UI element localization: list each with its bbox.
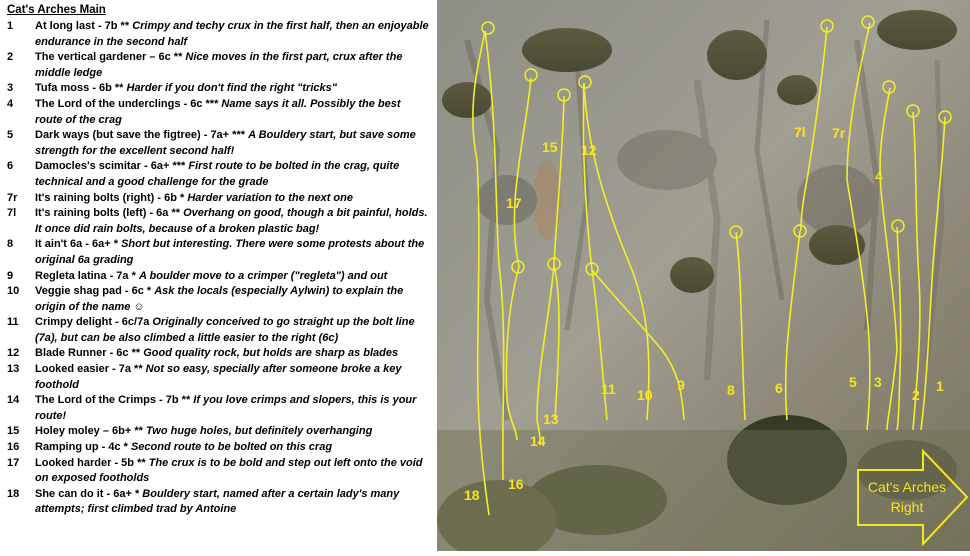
route-item [7, 456, 430, 487]
route-name: Blade Runner - 6c ** [35, 347, 141, 360]
route-text [35, 237, 430, 268]
route-number: 7l [7, 207, 17, 220]
route-description: Short but interesting. There were some protests about the original 6a grading [35, 238, 425, 266]
route-item [7, 128, 430, 159]
route-number: 3 [7, 82, 14, 95]
route-text [35, 315, 430, 346]
route-label-13: 13 [543, 411, 559, 427]
route-label-15: 15 [542, 139, 558, 155]
route-name: Damocles's scimitar - 6a+ *** [35, 160, 186, 173]
route-description: Name says it all. Possibly the best route of the crag [35, 97, 401, 126]
route-text [35, 393, 430, 424]
route-name: Veggie shag pad - 6c * [35, 285, 152, 298]
route-text [35, 456, 430, 487]
route-label-3: 3 [874, 374, 882, 390]
route-text [35, 284, 430, 315]
route-text [35, 440, 430, 456]
route-name: It ain't 6a - 6a+ * [35, 238, 119, 251]
route-name: Dark ways (but save the figtree) - 7a+ *** [35, 129, 245, 142]
route-label-6: 6 [775, 380, 783, 396]
route-name: She can do it - 6a+ * [35, 487, 140, 500]
route-label-7l: 7l [794, 124, 806, 140]
route-text [35, 362, 430, 393]
route-number: 8 [7, 238, 14, 251]
route-text [35, 128, 430, 159]
route-item [7, 206, 430, 237]
page-title: Cat's Arches Main [7, 4, 106, 16]
route-item [7, 440, 430, 456]
route-number: 10 [7, 285, 20, 298]
route-name: Crimpy delight - 6c/7a [35, 316, 150, 329]
route-text [35, 97, 430, 128]
route-text [35, 346, 430, 362]
route-description: A Bouldery start, but save some strength for the excellent second half! [35, 129, 416, 157]
route-item [7, 393, 430, 424]
route-text [35, 19, 430, 50]
route-item [7, 237, 430, 268]
route-item [7, 315, 430, 346]
route-label-16: 16 [508, 476, 524, 492]
route-description: Two huge holes, but definitely overhanging [145, 425, 373, 438]
route-description: Good quality rock, but holds are sharp as blades [143, 347, 399, 360]
route-description: Not so easy, specially after someone broke a key foothold [35, 363, 402, 391]
crag-topo-svg [437, 0, 970, 551]
route-description: Bouldery start, named after a certain lady's many attempts; first climbed trad by Antoine [35, 487, 400, 516]
route-name: Ramping up - 4c * [35, 441, 128, 454]
arrow-label-line2: Right [890, 499, 924, 515]
route-label-14: 14 [530, 433, 546, 449]
route-label-8: 8 [727, 382, 735, 398]
route-description: Overhang on good, though a bit painful, holds. It once did rain bolts, because of a broken plastic bag! [35, 207, 428, 235]
route-label-11: 11 [601, 381, 616, 397]
route-name: Tufa moss - 6b ** [35, 82, 124, 95]
route-description: First route to be bolted in the crag, quite technical and a good challenge for the grade [35, 160, 400, 188]
route-name: It's raining bolts (right) - 6b * [35, 191, 185, 204]
route-label-12: 12 [581, 142, 597, 158]
route-label-5: 5 [849, 374, 857, 390]
route-item [7, 487, 430, 518]
route-number: 9 [7, 269, 14, 282]
route-description: If you love crimps and slopers, this is your route! [35, 394, 417, 422]
route-item [7, 50, 430, 81]
route-text [35, 191, 430, 207]
route-description: Originally conceived to go straight up the bolt line (7a), but can be also climbed a little easier to the right (6c) [35, 316, 415, 344]
route-text [35, 81, 430, 97]
route-item [7, 191, 430, 207]
route-number: 4 [7, 97, 14, 110]
route-number: 14 [7, 394, 20, 407]
route-number: 16 [7, 441, 20, 454]
route-description: Harder if you don't find the right "tricks" [126, 82, 337, 95]
route-name: The Lord of the Crimps - 7b ** [35, 394, 191, 407]
route-number: 12 [7, 347, 20, 360]
route-label-18: 18 [464, 487, 480, 503]
route-description: Second route to be bolted on this crag [130, 441, 333, 454]
route-name: The Lord of the underclings - 6c *** [35, 97, 219, 110]
route-label-2: 2 [912, 387, 920, 403]
route-text [35, 159, 430, 190]
route-label-4: 4 [875, 168, 883, 184]
route-name: Regleta latina - 7a * [35, 269, 136, 282]
route-item [7, 362, 430, 393]
route-label-10: 10 [637, 387, 653, 403]
route-item [7, 424, 430, 440]
route-text [35, 424, 430, 440]
route-item [7, 269, 430, 285]
route-item [7, 81, 430, 97]
route-name: Looked harder - 5b ** [35, 456, 146, 469]
route-description: The crux is to be bold and step out left onto the void on exposed footholds [35, 456, 423, 485]
route-description: Nice moves in the first part, crux after the middle ledge [35, 51, 403, 79]
route-description: Crimpy and techy crux in the first half, then an enjoyable endurance in the second half [35, 20, 429, 48]
crag-photo [437, 0, 970, 551]
route-list [7, 19, 430, 518]
route-item [7, 97, 430, 128]
route-number: 15 [7, 425, 20, 438]
route-item [7, 284, 430, 315]
route-number: 17 [7, 456, 20, 469]
route-number: 13 [7, 363, 20, 376]
route-label-17: 17 [506, 195, 522, 211]
route-number: 1 [7, 20, 14, 32]
route-description: Harder variation to the next one [187, 191, 353, 204]
route-name: At long last - 7b ** [35, 20, 130, 32]
route-number: 6 [7, 160, 14, 173]
route-label-1: 1 [936, 378, 944, 394]
route-item [7, 159, 430, 190]
route-label-7r: 7r [832, 125, 846, 141]
route-number: 2 [7, 51, 14, 64]
route-text [35, 50, 430, 81]
route-list-panel [0, 0, 436, 551]
route-name: Looked easier - 7a ** [35, 363, 143, 376]
route-name: Holey moley – 6b+ ** [35, 425, 143, 438]
route-description: Ask the locals (especially Aylwin) to explain the origin of the name ☺ [35, 285, 404, 313]
route-number: 7r [7, 191, 18, 204]
route-name: It's raining bolts (left) - 6a ** [35, 207, 181, 220]
arrow-label-line1: Cat's Arches [867, 479, 947, 495]
route-item [7, 346, 430, 362]
route-text [35, 487, 430, 518]
route-item [7, 19, 430, 50]
route-number: 18 [7, 487, 20, 500]
route-text [35, 206, 430, 237]
route-label-9: 9 [677, 377, 685, 393]
route-number: 5 [7, 129, 14, 142]
route-text [35, 269, 430, 285]
route-name: The vertical gardener – 6c ** [35, 51, 183, 64]
route-description: A boulder move to a crimper ("regleta") and out [138, 269, 388, 282]
route-number: 11 [7, 316, 19, 329]
